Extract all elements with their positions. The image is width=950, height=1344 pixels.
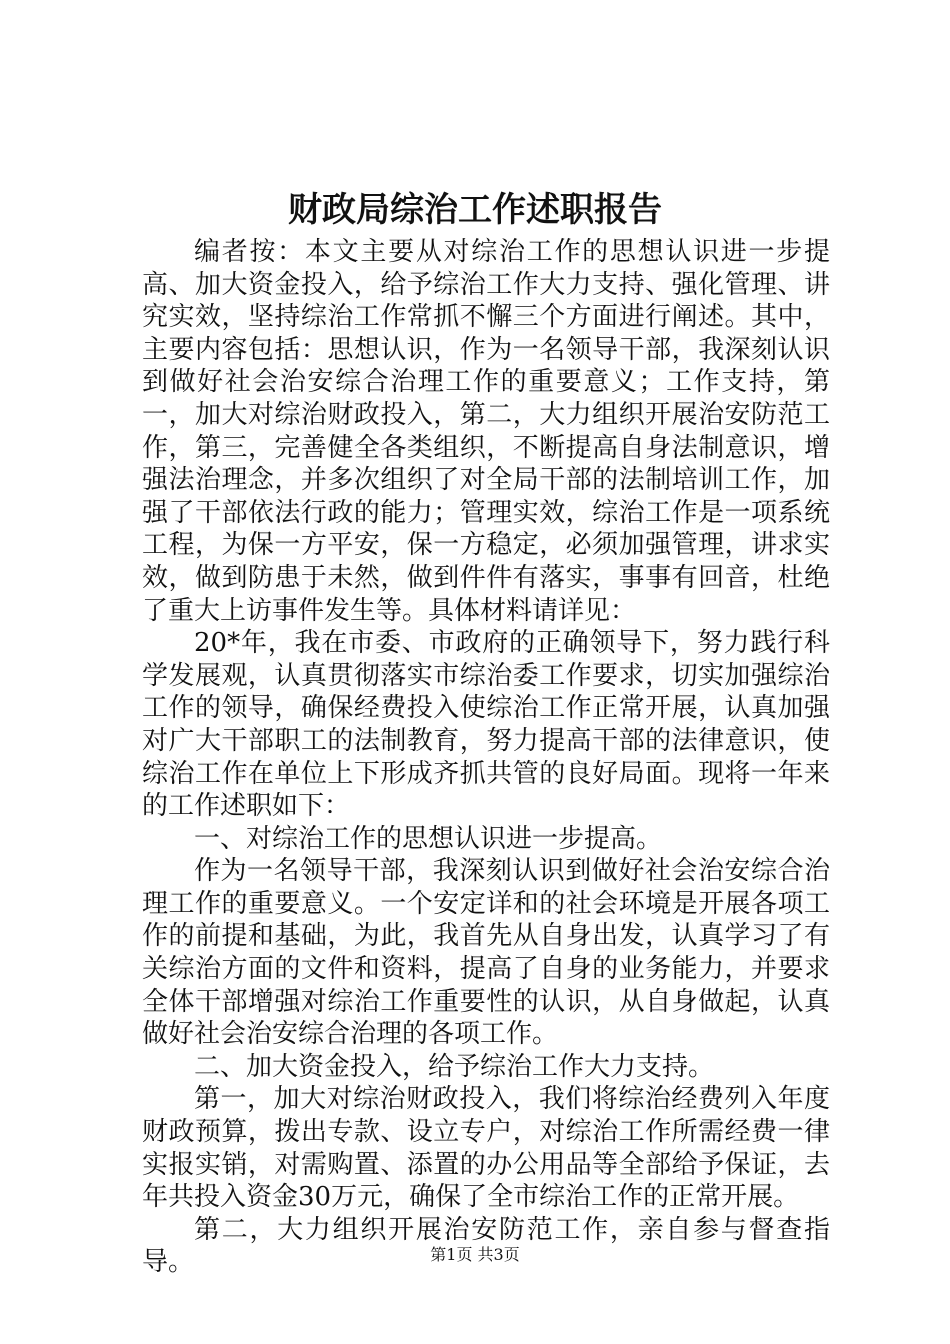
- document-body: [142, 236, 830, 1279]
- section-heading-1: 一、对综治工作的思想认识进一步提高。: [194, 823, 663, 854]
- paragraph-intro: 20*年，我在市委、市政府的正确领导下，努力践行科学发展观，认真贯彻落实市综治委工作要求，切实加强综治工作的领导，确保经费投入使综治工作正常开展，认真加强对广大干部职工的法制教育，努力提高干部的法律意识，使综治工作在单位上下形成齐抓共管的良好局面。现将一年来的工作述职如下：: [142, 628, 830, 822]
- document-title: 财政局综治工作述职报告: [288, 190, 662, 230]
- section-heading-2: 二、加大资金投入，给予综治工作大力支持。: [194, 1051, 715, 1082]
- paragraph-editor-note: 编者按：本文主要从对综治工作的思想认识进一步提高、加大资金投入，给予综治工作大力支持、强化管理、讲究实效，坚持综治工作常抓不懈三个方面进行阐述。其中，主要内容包括：思想认识，作为一名领导干部，我深刻认识到做好社会治安综合治理工作的重要意义；工作支持，第一，加大对综治财政投入，第二，大力组织开展治安防范工作，第三，完善健全各类组织，不断提高自身法制意识，增强法治理念，并多次组织了对全局干部的法制培训工作，加强了干部依法行政的能力；管理实效，综治工作是一项系统工程，为保一方平安，保一方稳定，必须加强管理，讲求实效，做到防患于未然，做到件件有落实，事事有回音，杜绝了重大上访事件发生等。具体材料请详见：: [142, 237, 830, 626]
- paragraph-funding-2: 第二，大力组织开展治安防范工作，亲自参与督查指导。: [142, 1214, 830, 1278]
- page-indicator: 第1页 共3页: [430, 1245, 520, 1264]
- paragraph-funding-1: 第一，加大对综治财政投入，我们将综治经费列入年度财政预算，拨出专款、设立专户，对综治工作所需经费一律实报实销，对需购置、添置的办公用品等全部给予保证，去年共投入资金30万元，确保了全市综治工作的正常开展。: [142, 1084, 830, 1213]
- paragraph-section-1: 作为一名领导干部，我深刻认识到做好社会治安综合治理工作的重要意义。一个安定详和的社会环境是开展各项工作的前提和基础，为此，我首先从自身出发，认真学习了有关综治方面的文件和资料，提高了自身的业务能力，并要求全体干部增强对综治工作重要性的认识，从自身做起，认真做好社会治安综合治理的各项工作。: [142, 856, 830, 1050]
